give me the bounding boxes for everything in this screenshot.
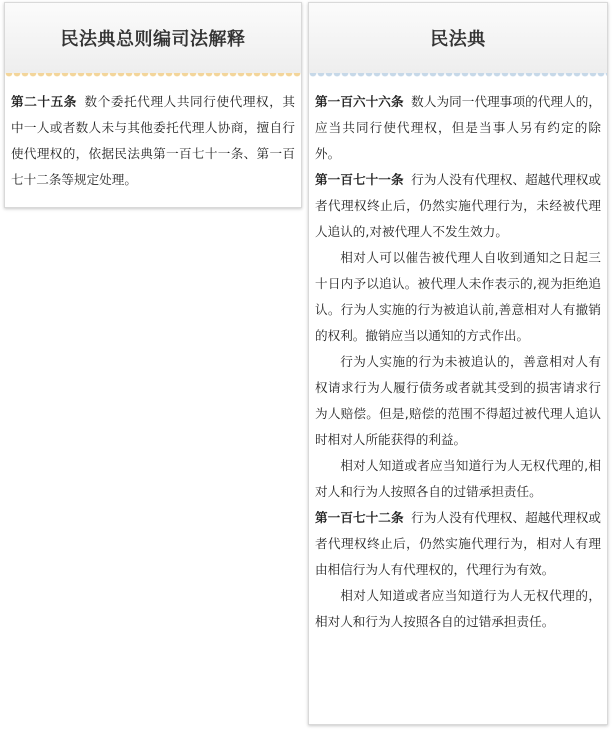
card-title: 民法典 [309, 3, 607, 73]
card-title: 民法典总则编司法解释 [5, 3, 301, 73]
article-text: 行为人没有代理权、超越代理权或者代理权终止后，仍然实施代理行为，未经被代理人追认的,对被代理人不发生效力。 [315, 172, 602, 239]
article-subparagraph: 相对人知道或者应当知道行为人无权代理的，相对人和行为人按照各自的过错承担责任。 [315, 588, 601, 629]
card-body [309, 79, 607, 641]
card-body [5, 79, 301, 199]
article-text: 数人为同一代理事项的代理人的，应当共同行使代理权，但是当事人另有约定的除外。 [315, 94, 602, 161]
article-text: 行为人没有代理权、超越代理权或者代理权终止后，仍然实施代理行为，相对人有理由相信行为人有代理权的，代理行为有效。 [315, 510, 602, 577]
article-paragraph [11, 89, 295, 193]
civil-code-card [308, 2, 608, 725]
article-number: 第一百七十二条 [315, 510, 404, 525]
judicial-interpretation-card [4, 2, 302, 208]
article-paragraph [315, 167, 601, 245]
article-number: 第二十五条 [11, 94, 77, 109]
article-text: 数个委托代理人共同行使代理权，其中一人或者数人未与其他委托代理人协商，擅自行使代理权的，依据民法典第一百七十一条、第一百七十二条等规定处理。 [11, 94, 296, 187]
article-number: 第一百六十六条 [315, 94, 404, 109]
article-subparagraph: 行为人实施的行为未被追认的，善意相对人有权请求行为人履行债务或者就其受到的损害请求行为人赔偿。但是,赔偿的范围不得超过被代理人追认时相对人所能获得的利益。 [315, 354, 601, 447]
article-number: 第一百七十一条 [315, 172, 404, 187]
article-paragraph [315, 89, 601, 167]
article-subparagraph: 相对人知道或者应当知道行为人无权代理的,相对人和行为人按照各自的过错承担责任。 [315, 458, 601, 499]
article-subparagraph: 相对人可以催告被代理人自收到通知之日起三十日内予以追认。被代理人未作表示的,视为拒绝追认。行为人实施的行为被追认前,善意相对人有撤销的权利。撤销应当以通知的方式作出。 [315, 250, 601, 343]
article-paragraph [315, 505, 601, 583]
